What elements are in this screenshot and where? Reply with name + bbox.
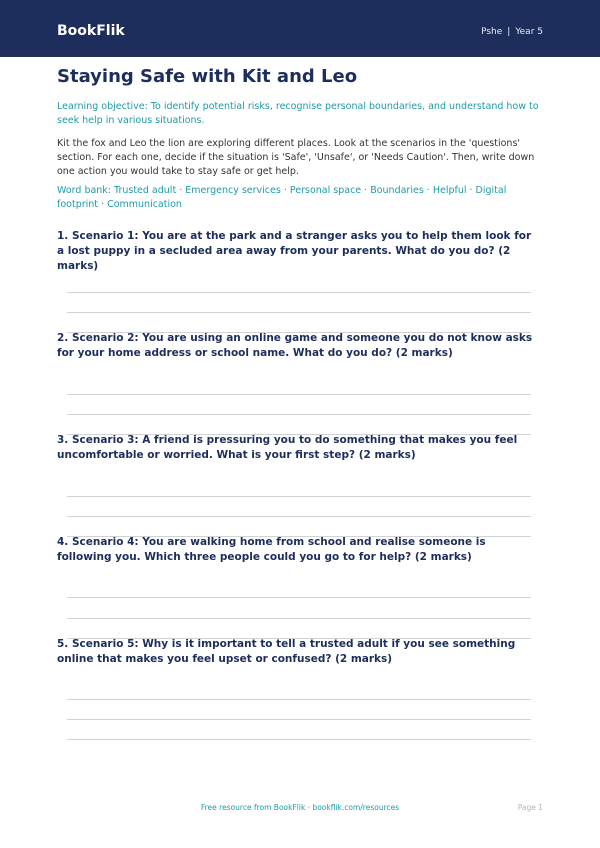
page-number: Page 1 <box>517 803 543 812</box>
question-2: 2. Scenario 2: You are using an online game and someone you do not know asks for your home address or school name. What do you do? (2 marks) <box>57 332 533 359</box>
answer-line[interactable] <box>67 394 531 395</box>
footer-credit-link[interactable]: Free resource from BookFlik · bookflik.com/resources <box>200 803 400 812</box>
header-meta <box>481 27 543 37</box>
intro-text: Kit the fox and Leo the lion are exploring different places. Look at the scenarios in the 'questions' section. For each one, decide if the situation is 'Safe', 'Unsafe', or 'Needs Caution'. Then, write down one action you would take to stay safe or get help. <box>57 138 535 177</box>
question-3: 3. Scenario 3: A friend is pressuring you to do something that makes you feel uncomfortable or worried. What is your first step? (2 marks) <box>57 434 518 461</box>
learning-objective: Learning objective: To identify potential risks, recognise personal boundaries, and understand how to seek help in various situations. <box>57 101 539 126</box>
answer-line[interactable] <box>67 414 531 415</box>
answer-line[interactable] <box>67 292 531 293</box>
year-label: Year 5 <box>515 27 543 37</box>
subject-label: Pshe <box>481 27 503 37</box>
worksheet-title: Staying Safe with Kit and Leo <box>57 66 358 87</box>
answer-line[interactable] <box>67 699 531 700</box>
answer-line[interactable] <box>67 312 531 313</box>
answer-line[interactable] <box>67 496 531 497</box>
answer-line[interactable] <box>67 618 531 619</box>
answer-line[interactable] <box>67 719 531 720</box>
question-1: 1. Scenario 1: You are at the park and a stranger asks you to help them look for a lost puppy in a secluded area away from your parents. What do you do? (2 marks) <box>57 230 532 272</box>
question-4: 4. Scenario 4: You are walking home from school and realise someone is following you. Which three people could you go to for help? (2 marks) <box>57 536 486 563</box>
question-5: 5. Scenario 5: Why is it important to tell a trusted adult if you see something online that makes you feel upset or confused? (2 marks) <box>57 638 516 665</box>
word-bank: Word bank: Trusted adult · Emergency services · Personal space · Boundaries · Helpful · Digital footprint · Communication <box>57 185 507 210</box>
page-header <box>0 0 600 57</box>
meta-separator: | <box>507 27 511 37</box>
answer-line[interactable] <box>67 516 531 517</box>
brand-logo: BookFlik <box>57 23 125 39</box>
answer-line[interactable] <box>67 739 531 740</box>
answer-line[interactable] <box>67 597 531 598</box>
